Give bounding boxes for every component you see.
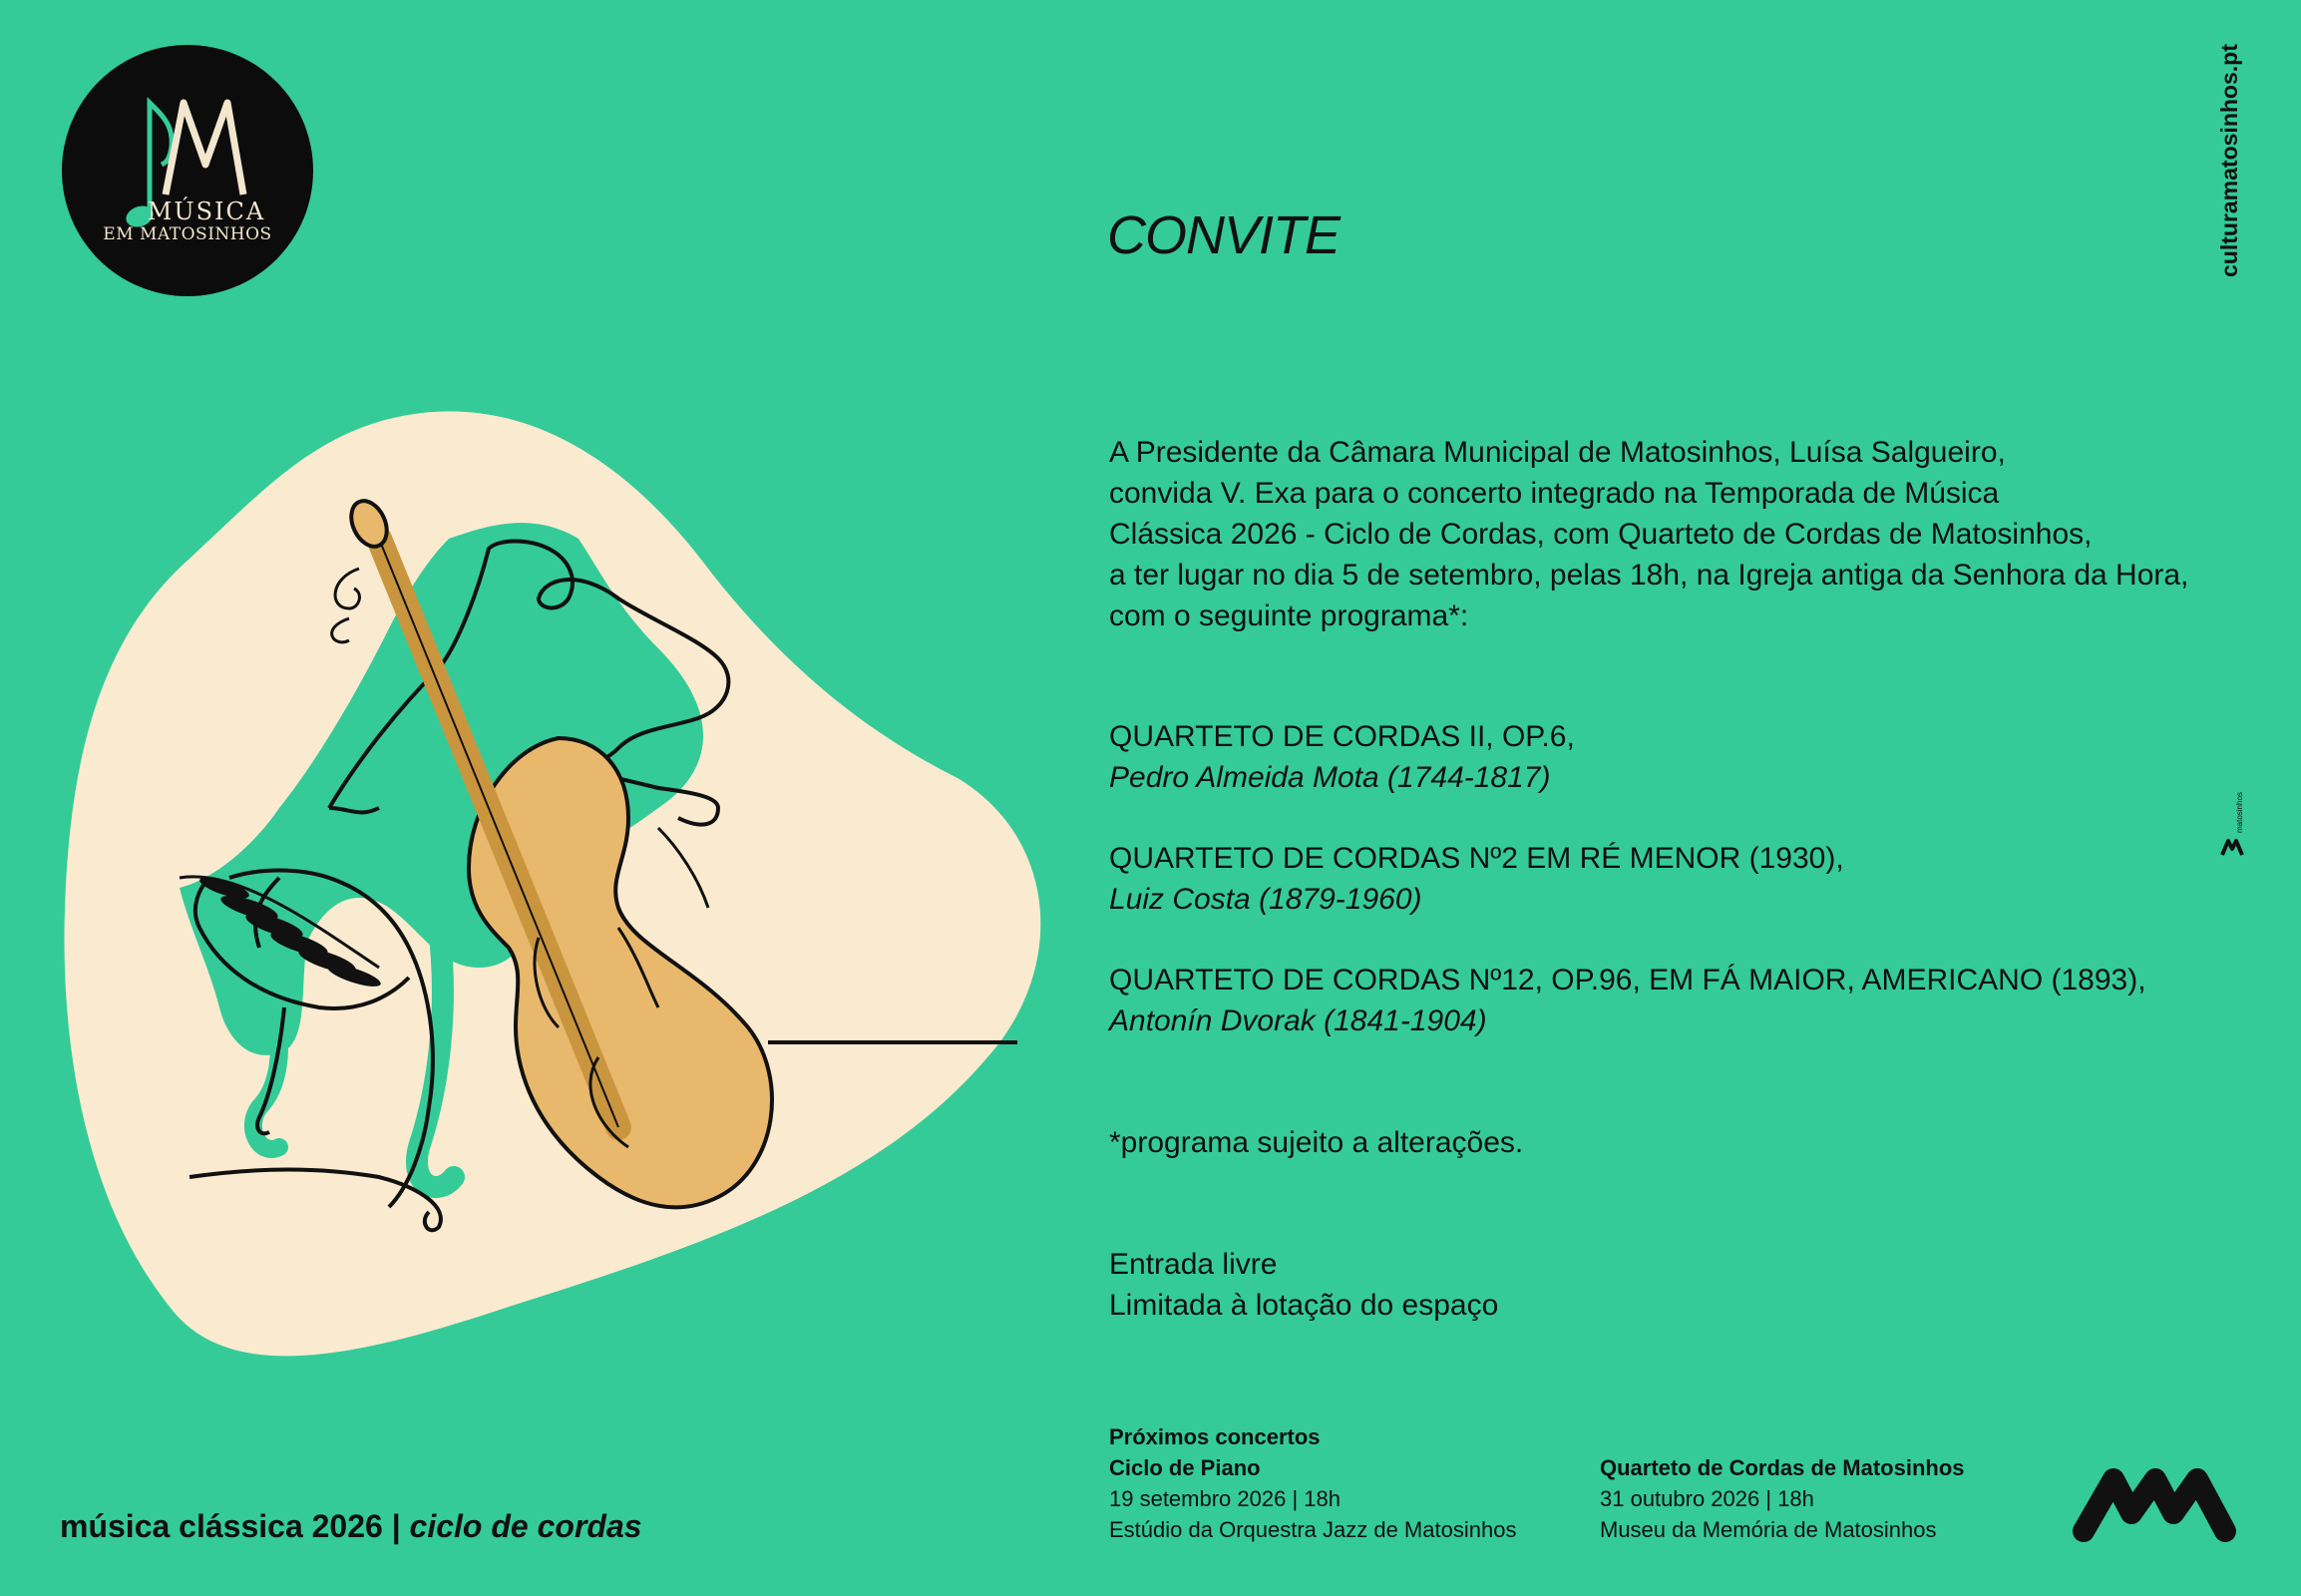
program-title: QUARTETO DE CORDAS Nº2 EM RÉ MENOR (1930), xyxy=(1109,842,1844,875)
series-label xyxy=(60,1508,642,1545)
series-label-bold: música clássica 2026 | xyxy=(60,1508,410,1544)
piano-cello-illustration xyxy=(60,409,1047,1406)
next-concert-venue: Museu da Memória de Matosinhos xyxy=(1600,1517,1937,1542)
intro-line: convida V. Exa para o concerto integrado na Temporada de Música xyxy=(1109,477,2000,510)
matosinhos-mm-logo-icon xyxy=(2070,1463,2239,1543)
next-concert-date: 31 outubro 2026 | 18h xyxy=(1600,1486,1814,1511)
logo-title: MÚSICA xyxy=(147,198,266,225)
invitation-text xyxy=(1109,432,2216,636)
intro-line: com o seguinte programa*: xyxy=(1109,599,1469,632)
music-note-m-icon xyxy=(62,45,313,296)
intro-line: A Presidente da Câmara Municipal de Matosinhos, Luísa Salgueiro, xyxy=(1109,436,2006,469)
program-title: QUARTETO DE CORDAS II, OP.6, xyxy=(1109,720,1575,753)
program-composer: Luiz Costa (1879-1960) xyxy=(1109,883,1422,916)
next-concert-date: 19 setembro 2026 | 18h xyxy=(1109,1486,1341,1511)
program-title: QUARTETO DE CORDAS Nº12, OP.96, EM FÁ MAIOR, AMERICANO (1893), xyxy=(1109,964,2146,997)
brand-small-label: matosinhos xyxy=(2235,792,2244,833)
next-concerts-heading: Próximos concertos xyxy=(1109,1424,1321,1449)
series-label-italic: ciclo de cordas xyxy=(409,1508,642,1544)
program-item xyxy=(1109,960,2206,1041)
entry-line: Limitada à lotação do espaço xyxy=(1109,1289,1499,1322)
program-item xyxy=(1109,716,2206,798)
next-concert-name: Ciclo de Piano xyxy=(1109,1455,1261,1480)
page-title: CONVITE xyxy=(1107,205,1341,265)
intro-line: a ter lugar no dia 5 de setembro, pelas 18h, na Igreja antiga da Senhora da Hora, xyxy=(1109,559,2189,592)
program-item xyxy=(1109,838,2206,920)
program-composer: Pedro Almeida Mota (1744-1817) xyxy=(1109,761,1551,794)
matosinhos-small-logo xyxy=(2218,773,2246,863)
music-matosinhos-logo xyxy=(62,45,313,296)
intro-line: Clássica 2026 - Ciclo de Cordas, com Quarteto de Cordas de Matosinhos, xyxy=(1109,518,2093,551)
website-link[interactable]: culturamatosinhos.pt xyxy=(2216,44,2242,277)
program-composer: Antonín Dvorak (1841-1904) xyxy=(1109,1004,1487,1037)
logo-subtitle: EM MATOSINHOS xyxy=(103,224,272,244)
next-concerts-block xyxy=(1109,1421,1516,1545)
entry-line: Entrada livre xyxy=(1109,1248,1278,1281)
entry-info xyxy=(1109,1244,1498,1326)
next-concert-block xyxy=(1600,1452,1965,1545)
program-note: *programa sujeito a alterações. xyxy=(1109,1126,1524,1159)
next-concert-name: Quarteto de Cordas de Matosinhos xyxy=(1600,1455,1965,1480)
next-concert-venue: Estúdio da Orquestra Jazz de Matosinhos xyxy=(1109,1517,1517,1542)
